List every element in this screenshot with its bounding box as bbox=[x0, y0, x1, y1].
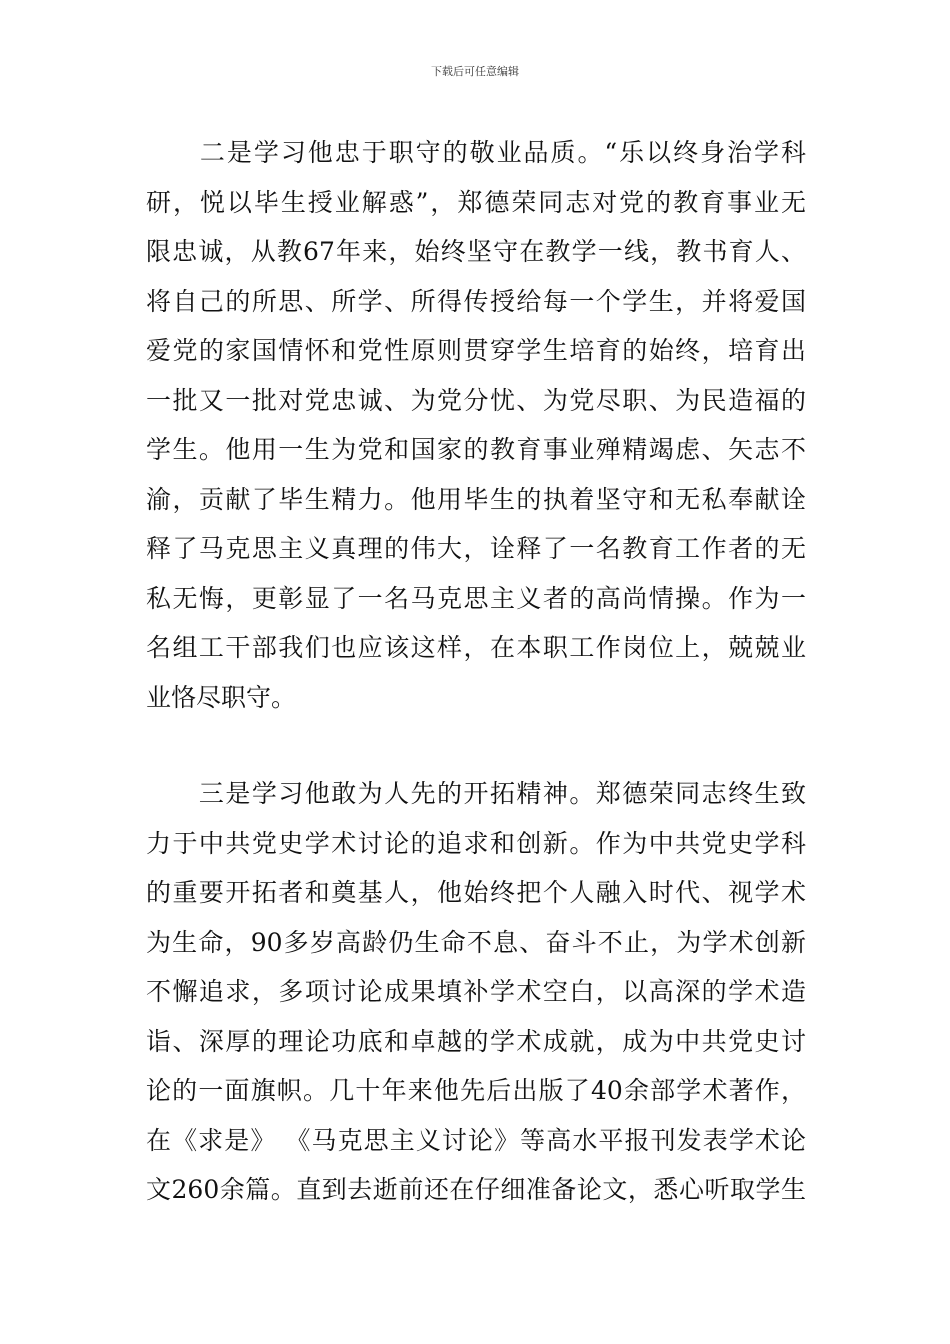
paragraph-1 bbox=[146, 128, 806, 722]
document-body bbox=[146, 128, 806, 1215]
text-line: 释了马克思主义真理的伟大，诠释了一名教育工作者的无 bbox=[146, 534, 806, 563]
text-line: 将自己的所思、所学、所得传授给每一个学生，并将爱国 bbox=[146, 286, 806, 316]
text-line: 渝，贡献了毕生精力。他用毕生的执着坚守和无私奉献诠 bbox=[146, 484, 806, 514]
text-line: 诣、深厚的理论功底和卓越的学术成就，成为中共党史讨 bbox=[146, 1026, 806, 1056]
text-line: 力于中共党史学术讨论的追求和创新。作为中共党史学科 bbox=[146, 828, 806, 858]
paragraph-2 bbox=[146, 769, 806, 1215]
text-line: 限忠诚，从教67年来，始终坚守在教学一线，教书育人、 bbox=[146, 237, 806, 266]
text-line: 一批又一批对党忠诚、为党分忧、为党尽职、为民造福的 bbox=[146, 385, 806, 415]
text-line: 二是学习他忠于职守的敬业品质。“乐以终身治学科 bbox=[146, 138, 806, 167]
text-line: 不懈追求，多项讨论成果填补学术空白，以高深的学术造 bbox=[146, 977, 806, 1006]
text-line: 名组工干部我们也应该这样，在本职工作岗位上，兢兢业 bbox=[146, 633, 806, 662]
text-line: 业恪尽职守。 bbox=[146, 682, 297, 712]
text-line: 在《求是》 《马克思主义讨论》等高水平报刊发表学术论 bbox=[146, 1125, 806, 1155]
text-line: 三是学习他敢为人先的开拓精神。郑德荣同志终生致 bbox=[146, 779, 806, 808]
text-line: 研，悦以毕生授业解惑”，郑德荣同志对党的教育事业无 bbox=[146, 187, 806, 217]
text-line: 学生。他用一生为党和国家的教育事业殚精竭虑、矢志不 bbox=[146, 435, 806, 464]
text-line: 论的一面旗帜。几十年来他先后出版了40余部学术著作， bbox=[146, 1076, 806, 1105]
page-header: 下载后可任意编辑 bbox=[431, 65, 519, 78]
text-line: 为生命，90多岁高龄仍生命不息、奋斗不止，为学术创新 bbox=[146, 927, 806, 957]
text-line: 私无悔，更彰显了一名马克思主义者的高尚情操。作为一 bbox=[146, 583, 806, 613]
text-line: 文260余篇。直到去逝前还在仔细准备论文，悉心听取学生 bbox=[146, 1175, 806, 1204]
paragraph-spacer bbox=[146, 722, 806, 769]
text-line: 的重要开拓者和奠基人，他始终把个人融入时代、视学术 bbox=[146, 878, 806, 907]
text-line: 爱党的家国情怀和党性原则贯穿学生培育的始终，培育出 bbox=[146, 336, 806, 365]
